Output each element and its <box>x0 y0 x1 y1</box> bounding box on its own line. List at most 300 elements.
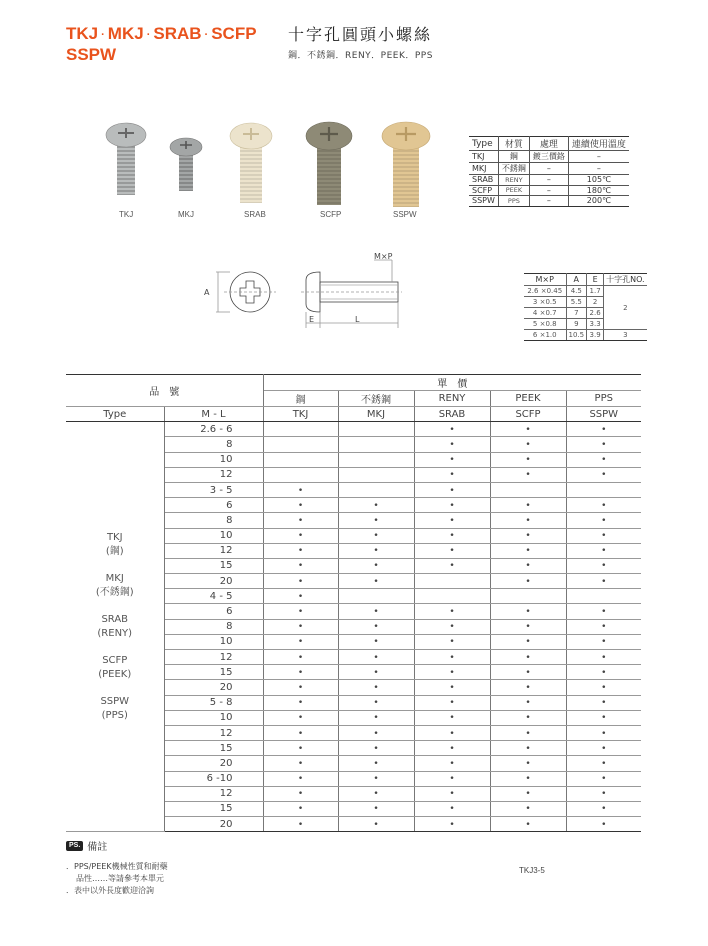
availability-cell <box>490 558 566 573</box>
availability-cell <box>263 817 338 832</box>
ps-badge: PS. <box>66 841 83 851</box>
size-cell: 15 <box>164 558 263 573</box>
availability-cell <box>338 771 414 786</box>
available-dot: • <box>297 622 304 633</box>
availability-cell <box>263 634 338 649</box>
availability-cell <box>566 786 641 801</box>
available-dot: • <box>297 698 304 709</box>
available-dot: • <box>373 774 379 785</box>
availability-cell <box>566 695 641 710</box>
availability-cell <box>414 801 490 816</box>
available-dot: • <box>525 470 531 481</box>
availability-cell <box>414 786 490 801</box>
price-table-header-2: 鋼 不銹鋼 RENY PEEK PPS <box>66 391 641 407</box>
availability-cell <box>566 574 641 589</box>
available-dot: • <box>373 682 379 693</box>
availability-cell <box>490 437 566 452</box>
available-dot: • <box>373 576 379 587</box>
availability-cell <box>490 801 566 816</box>
code-scfp: SCFP <box>211 24 257 43</box>
available-dot: • <box>449 622 455 633</box>
available-dot: • <box>601 637 607 648</box>
material-table <box>469 136 629 207</box>
available-dot: • <box>373 652 379 663</box>
material-table-header: Type 材質 處理 連續使用溫度 <box>469 137 629 151</box>
available-dot: • <box>525 728 531 739</box>
availability-cell <box>566 725 641 740</box>
screw-label-mkj: MKJ <box>178 210 194 219</box>
screw-scfp-image <box>306 122 352 205</box>
availability-cell <box>263 650 338 665</box>
available-dot: • <box>601 774 607 785</box>
available-dot: • <box>525 531 531 542</box>
type-group: TKJ (鋼) <box>105 532 124 557</box>
availability-cell <box>566 528 641 543</box>
page-subtitle: 鋼．不銹鋼．RENY．PEEK．PPS <box>288 51 433 61</box>
size-cell: 5 - 8 <box>164 695 263 710</box>
product-codes <box>66 24 257 65</box>
availability-cell <box>263 437 338 452</box>
size-cell: 2.6 - 6 <box>164 422 263 437</box>
table-row: 5 ×0.8 9 3.3 <box>524 319 647 330</box>
available-dot: • <box>373 515 379 526</box>
available-dot: • <box>525 652 531 663</box>
table-row: SSPW PPS – 200℃ <box>469 196 629 207</box>
dimension-table <box>524 273 647 341</box>
available-dot: • <box>525 455 531 466</box>
availability-cell <box>414 467 490 482</box>
available-dot: • <box>373 637 379 648</box>
availability-cell <box>263 498 338 513</box>
availability-cell <box>566 467 641 482</box>
label-e: E <box>309 315 315 324</box>
available-dot: • <box>525 576 531 587</box>
availability-cell <box>490 589 566 604</box>
available-dot: • <box>525 561 531 572</box>
availability-cell <box>566 619 641 634</box>
label-l: L <box>355 315 360 324</box>
available-dot: • <box>297 804 304 815</box>
label-a: A <box>204 288 210 297</box>
availability-cell <box>414 604 490 619</box>
availability-cell <box>490 741 566 756</box>
availability-cell <box>263 725 338 740</box>
available-dot: • <box>449 485 455 496</box>
availability-cell <box>338 710 414 725</box>
availability-cell <box>263 665 338 680</box>
availability-cell <box>263 574 338 589</box>
type-group: SSPW (PPS) <box>100 696 130 721</box>
available-dot: • <box>601 652 607 663</box>
screw-label-sspw: SSPW <box>393 210 417 219</box>
availability-cell <box>263 452 338 467</box>
availability-cell <box>263 482 338 497</box>
availability-cell <box>566 756 641 771</box>
availability-cell <box>490 650 566 665</box>
availability-cell <box>263 741 338 756</box>
availability-cell <box>414 498 490 513</box>
code-tkj: TKJ <box>66 24 99 43</box>
availability-cell <box>566 482 641 497</box>
availability-cell <box>414 437 490 452</box>
availability-cell <box>414 619 490 634</box>
availability-cell <box>263 528 338 543</box>
available-dot: • <box>297 500 304 511</box>
available-dot: • <box>525 804 531 815</box>
available-dot: • <box>297 774 304 785</box>
size-cell: 10 <box>164 452 263 467</box>
availability-cell <box>490 543 566 558</box>
available-dot: • <box>525 758 531 769</box>
table-row <box>66 422 641 437</box>
availability-cell <box>566 498 641 513</box>
dimension-table-header: M×P A E 十字孔NO. <box>524 274 647 286</box>
available-dot: • <box>373 698 379 709</box>
available-dot: • <box>297 758 304 769</box>
size-cell: 20 <box>164 574 263 589</box>
available-dot: • <box>601 622 607 633</box>
available-dot: • <box>373 728 379 739</box>
available-dot: • <box>297 743 304 754</box>
availability-cell <box>490 574 566 589</box>
available-dot: • <box>373 622 379 633</box>
availability-cell <box>338 619 414 634</box>
availability-cell <box>414 817 490 832</box>
availability-cell <box>338 817 414 832</box>
available-dot: • <box>601 804 607 815</box>
available-dot: • <box>449 667 455 678</box>
availability-cell <box>490 619 566 634</box>
screw-mkj-image <box>170 138 202 191</box>
table-row: TKJ 鋼 鍍三價鉻 – <box>469 151 629 163</box>
available-dot: • <box>525 682 531 693</box>
available-dot: • <box>525 698 531 709</box>
availability-cell <box>414 589 490 604</box>
availability-cell <box>490 482 566 497</box>
available-dot: • <box>525 439 531 450</box>
available-dot: • <box>525 622 531 633</box>
availability-cell <box>490 771 566 786</box>
availability-cell <box>338 558 414 573</box>
code-sspw: SSPW <box>66 44 117 64</box>
type-group: SCFP (PEEK) <box>98 655 132 680</box>
available-dot: • <box>601 667 607 678</box>
available-dot: • <box>525 713 531 724</box>
available-dot: • <box>601 500 607 511</box>
availability-cell <box>338 543 414 558</box>
size-cell: 6 <box>164 604 263 619</box>
availability-cell <box>263 756 338 771</box>
availability-cell <box>338 452 414 467</box>
available-dot: • <box>601 607 607 618</box>
available-dot: • <box>449 439 455 450</box>
product-codes-line1: TKJ · MKJ · SRAB · SCFP <box>66 24 257 43</box>
availability-cell <box>263 422 338 437</box>
availability-cell <box>263 710 338 725</box>
available-dot: • <box>601 728 607 739</box>
code-srab: SRAB <box>153 24 202 43</box>
available-dot: • <box>525 789 531 800</box>
available-dot: • <box>449 607 455 618</box>
page-title: 十字孔圓頭小螺絲 <box>288 25 433 44</box>
note-line: ．表中以外長度歡迎洽詢 <box>66 886 154 895</box>
page-heading <box>288 22 433 61</box>
notes-title: 備註 <box>87 842 108 853</box>
header-pinhao: 品 號 <box>66 375 263 407</box>
available-dot: • <box>449 455 455 466</box>
availability-cell <box>414 725 490 740</box>
available-dot: • <box>601 470 607 481</box>
available-dot: • <box>449 758 455 769</box>
availability-cell <box>263 467 338 482</box>
availability-cell <box>566 422 641 437</box>
availability-cell <box>338 589 414 604</box>
available-dot: • <box>449 424 455 435</box>
availability-cell <box>566 817 641 832</box>
availability-cell <box>490 422 566 437</box>
available-dot: • <box>373 789 379 800</box>
availability-cell <box>490 817 566 832</box>
availability-cell <box>490 452 566 467</box>
available-dot: • <box>373 713 379 724</box>
available-dot: • <box>373 804 379 815</box>
availability-cell <box>414 741 490 756</box>
availability-cell <box>490 725 566 740</box>
availability-cell <box>490 710 566 725</box>
available-dot: • <box>373 667 379 678</box>
available-dot: • <box>449 774 455 785</box>
availability-cell <box>490 680 566 695</box>
size-cell: 6 <box>164 498 263 513</box>
availability-cell <box>566 680 641 695</box>
availability-cell <box>490 756 566 771</box>
availability-cell <box>490 513 566 528</box>
available-dot: • <box>373 531 379 542</box>
available-dot: • <box>373 546 379 557</box>
available-dot: • <box>601 698 607 709</box>
availability-cell <box>566 604 641 619</box>
availability-cell <box>414 574 490 589</box>
available-dot: • <box>449 652 455 663</box>
screw-dimension-drawing <box>196 250 416 335</box>
available-dot: • <box>449 470 455 481</box>
availability-cell <box>338 422 414 437</box>
availability-cell <box>338 665 414 680</box>
available-dot: • <box>449 789 455 800</box>
available-dot: • <box>373 561 379 572</box>
available-dot: • <box>601 713 607 724</box>
available-dot: • <box>297 607 304 618</box>
size-cell: 6 -10 <box>164 771 263 786</box>
available-dot: • <box>449 804 455 815</box>
availability-cell <box>566 437 641 452</box>
size-cell: 10 <box>164 528 263 543</box>
availability-cell <box>566 665 641 680</box>
availability-cell <box>338 756 414 771</box>
availability-cell <box>338 725 414 740</box>
availability-cell <box>338 634 414 649</box>
table-row: 4 ×0.7 7 2.6 <box>524 308 647 319</box>
availability-cell <box>566 741 641 756</box>
table-row: 2.6 ×0.45 4.5 1.7 2 <box>524 286 647 297</box>
screw-tkj-image <box>106 123 146 195</box>
available-dot: • <box>525 743 531 754</box>
available-dot: • <box>525 515 531 526</box>
available-dot: • <box>525 607 531 618</box>
availability-cell <box>414 422 490 437</box>
size-cell: 8 <box>164 619 263 634</box>
screw-sspw-image <box>382 122 430 207</box>
available-dot: • <box>601 789 607 800</box>
availability-cell <box>566 543 641 558</box>
available-dot: • <box>449 743 455 754</box>
availability-cell <box>338 680 414 695</box>
table-row: MKJ 不銹鋼 – – <box>469 163 629 175</box>
size-cell: 20 <box>164 756 263 771</box>
available-dot: • <box>449 531 455 542</box>
availability-cell <box>414 680 490 695</box>
page-number: TKJ3-5 <box>519 866 545 875</box>
size-cell: 8 <box>164 437 263 452</box>
size-cell: 12 <box>164 650 263 665</box>
availability-cell <box>263 543 338 558</box>
availability-cell <box>263 619 338 634</box>
available-dot: • <box>449 546 455 557</box>
size-cell: 12 <box>164 467 263 482</box>
availability-cell <box>414 528 490 543</box>
available-dot: • <box>297 576 304 587</box>
available-dot: • <box>601 455 607 466</box>
available-dot: • <box>449 637 455 648</box>
available-dot: • <box>297 819 304 830</box>
availability-cell <box>338 650 414 665</box>
availability-cell <box>263 771 338 786</box>
available-dot: • <box>525 774 531 785</box>
available-dot: • <box>601 758 607 769</box>
size-cell: 20 <box>164 817 263 832</box>
available-dot: • <box>297 637 304 648</box>
availability-cell <box>263 558 338 573</box>
availability-cell <box>566 452 641 467</box>
available-dot: • <box>601 561 607 572</box>
availability-cell <box>338 528 414 543</box>
screw-label-scfp: SCFP <box>320 210 342 219</box>
available-dot: • <box>601 439 607 450</box>
size-cell: 12 <box>164 725 263 740</box>
available-dot: • <box>297 515 304 526</box>
table-row: 6 ×1.0 10.5 3.9 3 <box>524 330 647 341</box>
availability-cell <box>338 741 414 756</box>
available-dot: • <box>297 728 304 739</box>
size-cell: 15 <box>164 801 263 816</box>
availability-cell <box>263 695 338 710</box>
availability-cell <box>414 558 490 573</box>
availability-cell <box>338 498 414 513</box>
header-price: 單 價 <box>263 375 641 391</box>
type-group: SRAB (RENY) <box>97 614 133 639</box>
availability-cell <box>338 513 414 528</box>
available-dot: • <box>449 698 455 709</box>
available-dot: • <box>601 546 607 557</box>
availability-cell <box>490 695 566 710</box>
note-line: ．PPS/PEEK機械性質和耐藥 <box>66 862 168 871</box>
available-dot: • <box>297 667 304 678</box>
size-cell: 12 <box>164 543 263 558</box>
type-group: MKJ (不銹鋼) <box>95 573 134 598</box>
availability-cell <box>263 680 338 695</box>
availability-cell <box>414 695 490 710</box>
table-row: 3 ×0.5 5.5 2 <box>524 297 647 308</box>
screw-label-tkj: TKJ <box>119 210 134 219</box>
availability-cell <box>414 756 490 771</box>
size-cell: 10 <box>164 634 263 649</box>
table-row: SRAB RENY – 105℃ <box>469 175 629 186</box>
availability-cell <box>414 513 490 528</box>
availability-cell <box>490 786 566 801</box>
availability-cell <box>566 801 641 816</box>
availability-cell <box>338 482 414 497</box>
availability-cell <box>490 634 566 649</box>
availability-cell <box>414 543 490 558</box>
available-dot: • <box>525 667 531 678</box>
availability-cell <box>263 801 338 816</box>
size-cell: 4 - 5 <box>164 589 263 604</box>
availability-cell <box>490 528 566 543</box>
available-dot: • <box>373 819 379 830</box>
availability-cell <box>338 467 414 482</box>
availability-cell <box>263 589 338 604</box>
size-cell: 10 <box>164 710 263 725</box>
screw-srab-image <box>230 123 272 203</box>
size-cell: 20 <box>164 680 263 695</box>
available-dot: • <box>373 607 379 618</box>
availability-cell <box>414 665 490 680</box>
available-dot: • <box>525 546 531 557</box>
available-dot: • <box>373 743 379 754</box>
availability-cell <box>338 604 414 619</box>
availability-cell <box>566 650 641 665</box>
availability-cell <box>338 437 414 452</box>
available-dot: • <box>297 713 304 724</box>
availability-cell <box>490 467 566 482</box>
code-mkj: MKJ <box>107 24 144 43</box>
available-dot: • <box>297 682 304 693</box>
table-row: SCFP PEEK – 180℃ <box>469 185 629 196</box>
price-table-header-3: Type M - L TKJ MKJ SRAB SCFP SSPW <box>66 407 641 422</box>
available-dot: • <box>601 682 607 693</box>
size-cell: 15 <box>164 741 263 756</box>
availability-cell <box>338 786 414 801</box>
available-dot: • <box>297 546 304 557</box>
size-cell: 12 <box>164 786 263 801</box>
availability-cell <box>338 574 414 589</box>
availability-cell <box>566 634 641 649</box>
available-dot: • <box>297 561 304 572</box>
available-dot: • <box>297 652 304 663</box>
available-dot: • <box>297 485 304 496</box>
available-dot: • <box>449 561 455 572</box>
size-cell: 3 - 5 <box>164 482 263 497</box>
availability-cell <box>414 634 490 649</box>
available-dot: • <box>297 591 304 602</box>
availability-cell <box>338 801 414 816</box>
availability-cell <box>414 482 490 497</box>
available-dot: • <box>449 500 455 511</box>
available-dot: • <box>449 682 455 693</box>
type-list <box>66 422 164 832</box>
available-dot: • <box>601 424 607 435</box>
available-dot: • <box>525 637 531 648</box>
